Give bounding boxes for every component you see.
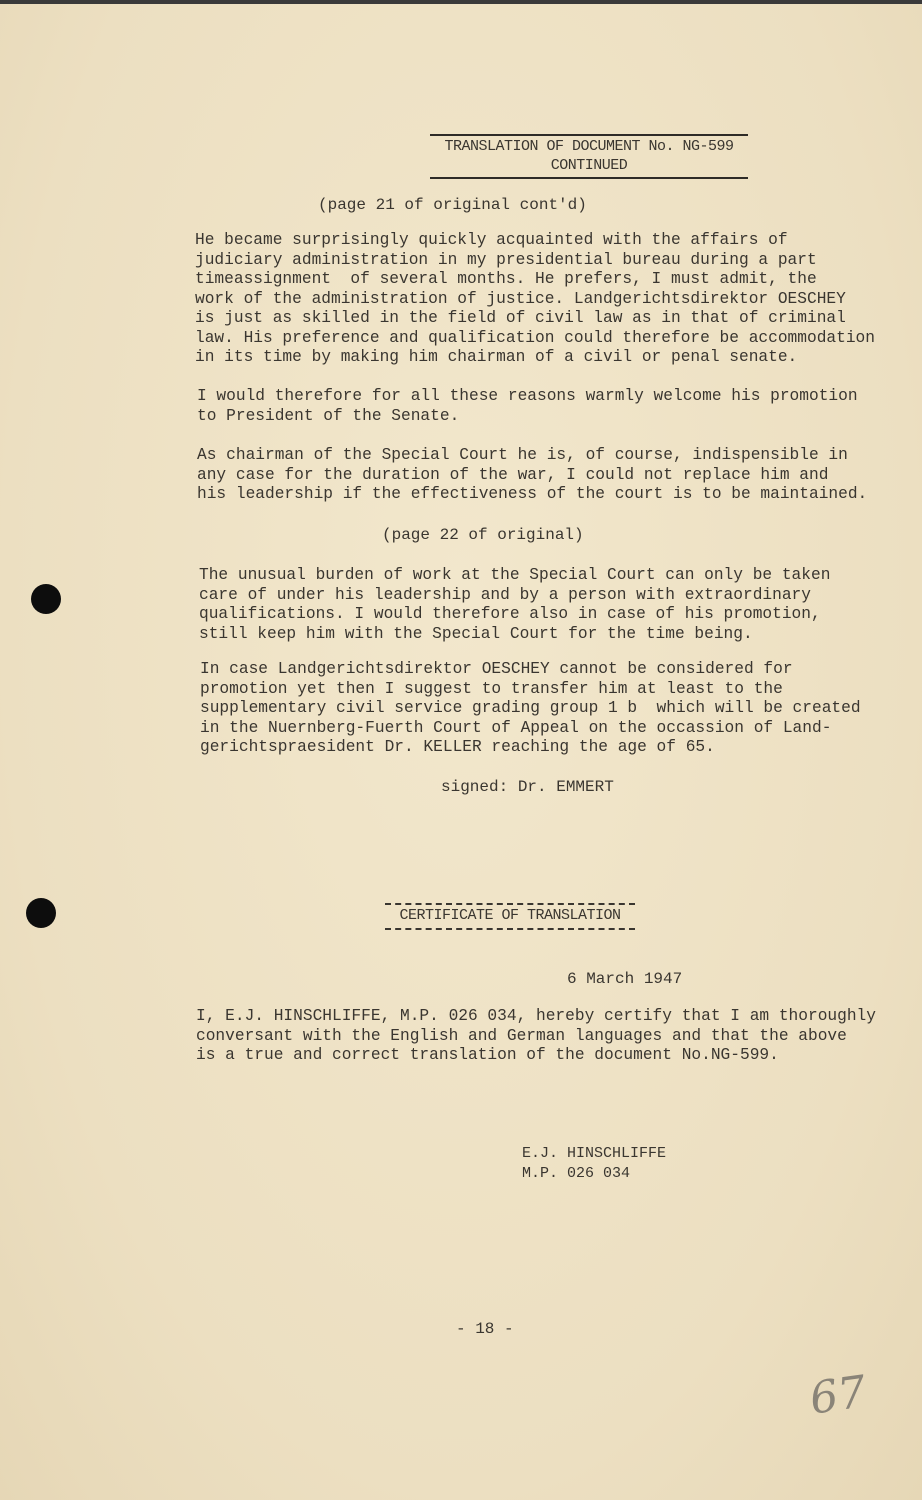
paragraph: [200, 660, 861, 758]
signed-line: signed: Dr. EMMERT: [441, 778, 614, 796]
text-line: care of under his leadership and by a person with extraordinary: [199, 585, 811, 604]
text-line: timeassignment of several months. He prefers, I must admit, the: [195, 270, 817, 288]
text-line: promotion yet then I suggest to transfer him at least to the: [200, 679, 783, 698]
text-line: In case Landgerichtsdirektor OESCHEY cannot be considered for: [200, 660, 793, 678]
punch-hole: [31, 584, 61, 614]
certificate-signature: [522, 1144, 666, 1184]
paragraph: [199, 566, 830, 644]
text-line: conversant with the English and German languages and that the above: [196, 1026, 847, 1045]
page-reference: (page 21 of original cont'd): [318, 196, 587, 214]
page-number: - 18 -: [456, 1320, 514, 1338]
handwritten-number: 67: [806, 1366, 870, 1425]
certificate-date: 6 March 1947: [567, 970, 683, 988]
punch-hole: [26, 898, 56, 928]
text-line: any case for the duration of the war, I could not replace him and: [197, 465, 829, 484]
paragraph: [197, 387, 858, 426]
paragraph: [197, 446, 867, 505]
scan-edge: [0, 0, 922, 4]
text-line: As chairman of the Special Court he is, of course, indispensible in: [197, 446, 848, 464]
text-line: work of the administration of justice. Landgerichtsdirektor OESCHEY: [195, 289, 846, 308]
text-line: is just as skilled in the field of civil law as in that of criminal: [195, 309, 846, 327]
text-line: supplementary civil service grading group 1 b which will be created: [200, 699, 861, 717]
paragraph: [195, 231, 875, 368]
certificate-text: [196, 1007, 876, 1066]
text-line: The unusual burden of work at the Special Court can only be taken: [199, 566, 831, 584]
text-line: law. His preference and qualification could therefore be accommodation: [195, 328, 875, 347]
text-line: in its time by making him chairman of a civil or penal senate.: [195, 348, 798, 366]
page-reference: (page 22 of original): [382, 526, 584, 544]
text-line: He became surprisingly quickly acquainted with the affairs of: [195, 231, 788, 249]
text-line: qualifications. I would therefore also in case of his promotion,: [199, 605, 821, 623]
certificate-title: CERTIFICATE OF TRANSLATION: [385, 903, 635, 930]
document-header: [430, 134, 748, 179]
text-line: is a true and correct translation of the document No.NG-599.: [196, 1046, 779, 1064]
text-line: judiciary administration in my presidential bureau during a part: [195, 250, 817, 269]
signer-id: M.P. 026 034: [522, 1165, 631, 1182]
text-line: still keep him with the Special Court for the time being.: [199, 624, 753, 643]
text-line: I would therefore for all these reasons warmly welcome his promotion: [197, 387, 858, 405]
text-line: to President of the Senate.: [197, 406, 460, 425]
text-line: I, E.J. HINSCHLIFFE, M.P. 026 034, hereby certify that I am thoroughly: [196, 1007, 876, 1025]
signer-name: E.J. HINSCHLIFFE: [522, 1145, 667, 1162]
header-subtitle: CONTINUED: [550, 157, 628, 174]
text-line: his leadership if the effectiveness of the court is to be maintained.: [197, 485, 868, 503]
header-title: TRANSLATION OF DOCUMENT No. NG-599: [444, 138, 734, 155]
text-line: gerichtspraesident Dr. KELLER reaching the age of 65.: [200, 738, 715, 756]
text-line: in the Nuernberg-Fuerth Court of Appeal on the occassion of Land-: [200, 718, 832, 737]
